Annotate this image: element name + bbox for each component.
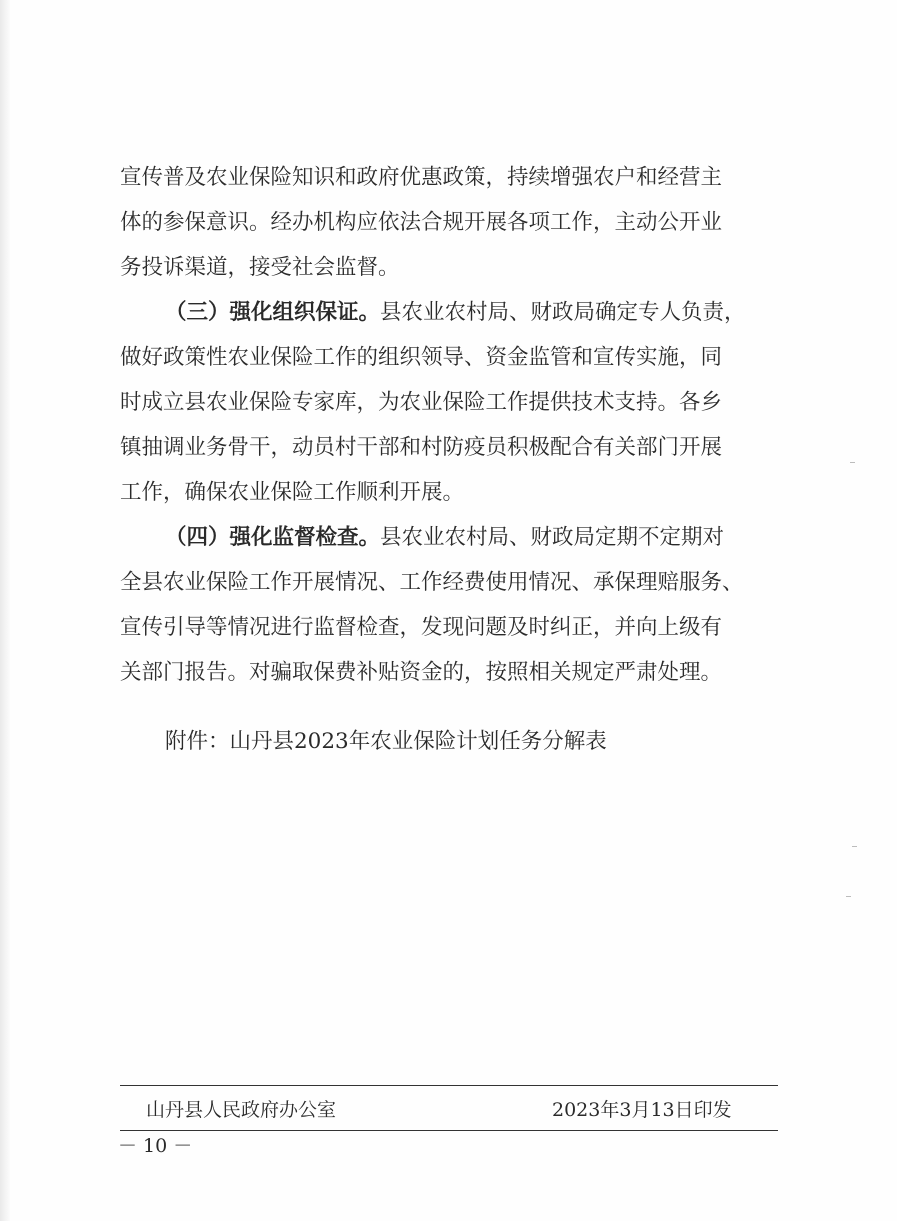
paragraph-2-line-4: 镇抽调业务骨干，动员村干部和村防疫员积极配合有关部门开展	[120, 435, 723, 460]
issuer-name: 山丹县人民政府办公室	[146, 1099, 337, 1121]
paragraph-1-line-3: 务投诉渠道，接受社会监督。	[120, 255, 400, 280]
paragraph-3-line-4: 关部门报告。对骗取保费补贴资金的，按照相关规定严肃处理。	[120, 660, 723, 685]
paragraph-2-line-5: 工作，确保农业保险工作顺利开展。	[120, 480, 465, 505]
paragraph-3-line-1	[165, 523, 724, 553]
paragraph-1-line-2: 体的参保意识。经办机构应依法合规开展各项工作，主动公开业	[120, 210, 723, 235]
scan-edge-shadow	[0, 0, 10, 1221]
footer-top-rule	[120, 1085, 778, 1086]
paragraph-3-line-2: 全县农业保险工作开展情况、工作经费使用情况、承保理赔服务、	[120, 570, 744, 595]
paragraph-1-line-1: 宣传普及农业保险知识和政府优惠政策，持续增强农户和经营主	[120, 165, 723, 190]
paragraph-2-line-2: 做好政策性农业保险工作的组织领导、资金监管和宣传实施，同	[120, 345, 723, 370]
paragraph-3-line-3: 宣传引导等情况进行监督检查，发现问题及时纠正，并向上级有	[120, 615, 723, 640]
attachment-note: 附件：山丹县2023年农业保险计划任务分解表	[165, 729, 607, 754]
paragraph-2-line-3: 时成立县农业保险专家库，为农业保险工作提供技术支持。各乡	[120, 390, 723, 415]
page-number: － 10 －	[118, 1135, 193, 1157]
paragraph-2-line-1-text: 县农业农村局、财政局确定专人负责，	[380, 300, 746, 325]
paragraph-2-heading: （三）强化组织保证。	[165, 300, 381, 325]
footer-bottom-rule	[120, 1130, 778, 1131]
issue-date: 2023年3月13日印发	[552, 1099, 732, 1121]
scan-speck	[846, 896, 851, 897]
scan-speck	[852, 846, 857, 847]
paragraph-3-line-1-text: 县农业农村局、财政局定期不定期对	[380, 525, 725, 550]
paragraph-3-heading: （四）强化监督检查。	[165, 525, 381, 550]
paragraph-2-line-1	[165, 298, 746, 328]
scan-speck	[850, 462, 855, 463]
